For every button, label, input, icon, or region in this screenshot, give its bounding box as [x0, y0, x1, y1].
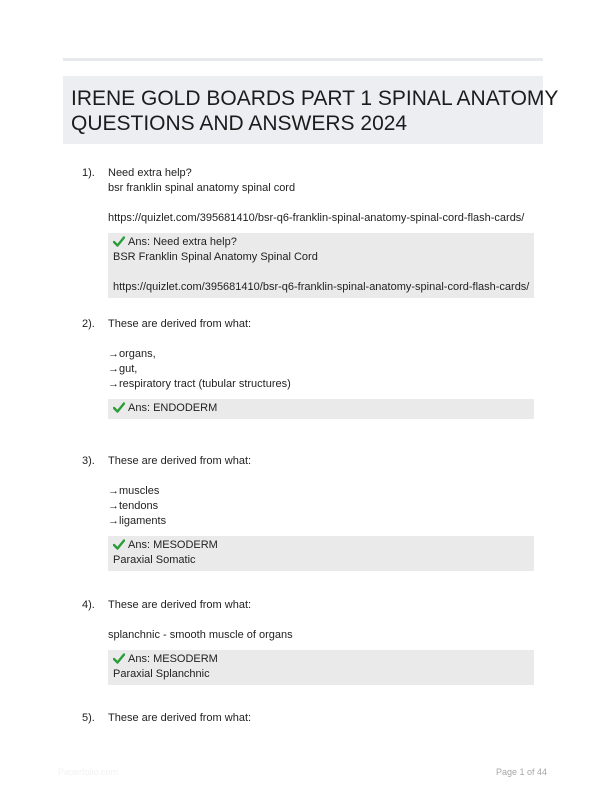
footer-page-number: Page 1 of 44: [496, 767, 548, 777]
question-body: [108, 598, 536, 685]
question-number: 4).: [82, 599, 95, 611]
question-number: 1).: [82, 167, 95, 179]
question-text-line: →tendons: [108, 500, 159, 512]
checkmark-icon: [113, 539, 125, 550]
top-divider: [63, 58, 543, 61]
answer-line: [113, 280, 529, 295]
question-text-line: bsr franklin spinal anatomy spinal cord: [108, 182, 296, 194]
answer-text: Paraxial Somatic: [113, 554, 196, 566]
question-text-line: →ligaments: [108, 515, 167, 527]
answer-text: Ans: MESODERM: [128, 653, 218, 665]
answer-box: [108, 399, 534, 419]
checkmark-icon: [113, 236, 125, 247]
question-body: [108, 166, 536, 298]
question-body: [108, 711, 536, 726]
question-text-line: https://quizlet.com/395681410/bsr-q6-franklin-spinal-anatomy-spinal-cord-flash-cards/: [108, 212, 525, 224]
answer-text: BSR Franklin Spinal Anatomy Spinal Cord: [113, 251, 318, 263]
question-number: 2).: [82, 318, 95, 330]
question-number: 3).: [82, 455, 95, 467]
question-text-line: These are derived from what:: [108, 318, 252, 330]
answer-box: [108, 536, 534, 571]
question-body: [108, 317, 536, 419]
answer-text: https://quizlet.com/395681410/bsr-q6-franklin-spinal-anatomy-spinal-cord-flash-cards/: [113, 281, 530, 293]
question-body: [108, 454, 536, 571]
question-text-line: →respiratory tract (tubular structures): [108, 378, 291, 390]
question-number: 5).: [82, 712, 95, 724]
blank-line: [108, 332, 536, 347]
document-title-box: [63, 76, 559, 144]
blank-line: [108, 196, 536, 211]
answer-line-primary: [113, 538, 529, 553]
answer-box: [108, 233, 534, 298]
answer-text: Ans: Need extra help?: [128, 236, 237, 248]
answer-line: [113, 667, 529, 682]
question-text-line: Need extra help?: [108, 167, 192, 179]
question-text-line: →muscles: [108, 485, 160, 497]
checkmark-icon: [113, 402, 125, 413]
checkmark-icon: [113, 653, 125, 664]
answer-line-primary: [113, 235, 529, 250]
page-title-line-1: IRENE GOLD BOARDS PART 1 SPINAL ANATOMY: [71, 87, 559, 110]
question-text-line: These are derived from what:: [108, 599, 252, 611]
answer-line-primary: [113, 652, 529, 667]
answer-text: Ans: ENDODERM: [128, 402, 218, 414]
page-title-line-2: QUESTIONS AND ANSWERS 2024: [71, 112, 408, 135]
answer-text: Ans: MESODERM: [128, 539, 218, 551]
question-text-line: splanchnic - smooth muscle of organs: [108, 629, 293, 641]
answer-line: [113, 250, 529, 265]
answer-box: [108, 650, 534, 685]
footer-site: Paperfolio.com: [58, 767, 119, 777]
question-text-line: These are derived from what:: [108, 712, 252, 724]
question-text-line: →gut,: [108, 363, 138, 375]
answer-line: [113, 553, 529, 568]
question-text-line: →organs,: [108, 348, 156, 360]
blank-line: [108, 469, 536, 484]
answer-line-primary: [113, 401, 529, 416]
answer-text: Paraxial Splanchnic: [113, 668, 210, 680]
blank-line: [108, 613, 536, 628]
question-text-line: These are derived from what:: [108, 455, 252, 467]
blank-line: [113, 265, 529, 280]
